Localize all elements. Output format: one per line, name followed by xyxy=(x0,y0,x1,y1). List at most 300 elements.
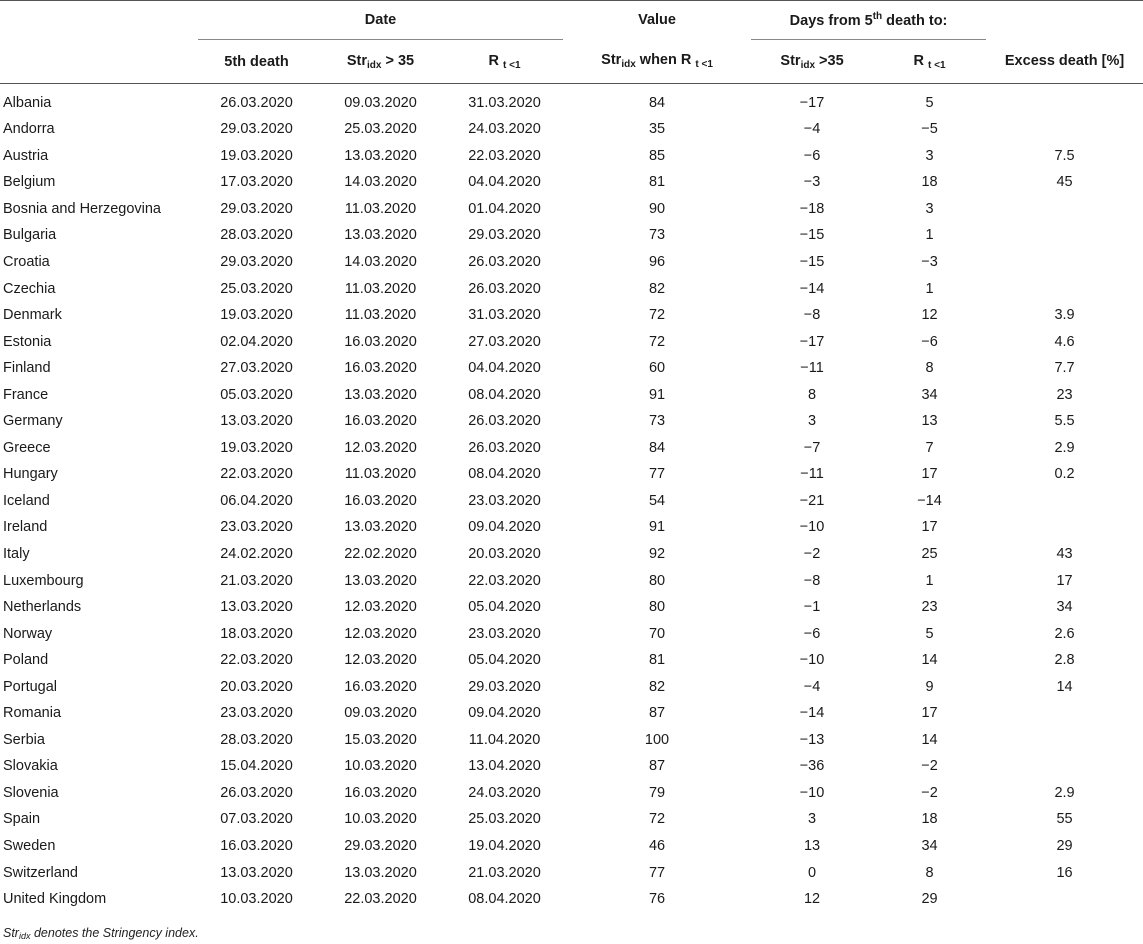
cell-5th-death: 29.03.2020 xyxy=(220,121,293,138)
cell-5th-death: 21.03.2020 xyxy=(220,572,293,589)
cell-days-str: −14 xyxy=(799,705,825,722)
header-rt-1 xyxy=(446,40,563,84)
header-rt-prefix: R xyxy=(488,52,499,69)
cell-str-35-date: 12.03.2020 xyxy=(344,652,417,669)
cell-str-35-date: 11.03.2020 xyxy=(344,280,417,297)
cell-days-rt: 29 xyxy=(921,891,938,908)
table-row xyxy=(0,328,1143,355)
table-row xyxy=(0,196,1143,223)
cell-excess-death: 4.6 xyxy=(1054,333,1075,350)
cell-str-value: 54 xyxy=(648,492,666,509)
cell-str-35-date: 13.03.2020 xyxy=(344,227,417,244)
cell-str-value: 87 xyxy=(648,758,666,775)
header-column-row xyxy=(0,40,1143,84)
cell-days-rt: 1 xyxy=(925,227,934,244)
cell-country: Bulgaria xyxy=(3,227,57,244)
cell-country: Netherlands xyxy=(3,599,82,616)
cell-5th-death: 19.03.2020 xyxy=(220,307,293,324)
cell-rt-1-date: 08.04.2020 xyxy=(468,891,541,908)
cell-days-str: −4 xyxy=(803,121,821,138)
cell-str-value: 77 xyxy=(648,466,666,483)
cell-str-35-date: 11.03.2020 xyxy=(344,307,417,324)
header-value-sub: idx xyxy=(621,59,636,71)
cell-rt-1-date: 22.03.2020 xyxy=(468,572,541,589)
cell-str-value: 82 xyxy=(648,280,666,297)
cell-days-rt: −5 xyxy=(921,121,938,138)
cell-str-value: 96 xyxy=(648,254,666,270)
cell-rt-1-date: 01.04.2020 xyxy=(468,200,541,217)
cell-rt-1-date: 31.03.2020 xyxy=(468,95,541,111)
cell-days-rt: 25 xyxy=(921,546,938,563)
header-str-35 xyxy=(315,40,446,84)
cell-rt-1-date: 05.04.2020 xyxy=(468,652,541,669)
table-row xyxy=(0,780,1143,807)
cell-days-rt: −2 xyxy=(921,758,938,775)
cell-str-35-date: 13.03.2020 xyxy=(344,147,417,164)
table-row xyxy=(0,249,1143,276)
header-value-prefix: Str xyxy=(601,52,622,69)
header-5th-death: 5th death xyxy=(224,53,289,70)
cell-str-value: 91 xyxy=(648,386,666,403)
cell-str-35-date: 14.03.2020 xyxy=(344,174,417,191)
header-rt-sub: t <1 xyxy=(503,59,521,71)
cell-str-35-date: 12.03.2020 xyxy=(344,599,417,616)
cell-days-rt: 17 xyxy=(921,705,938,722)
cell-5th-death: 23.03.2020 xyxy=(220,705,293,722)
header-str-sub: idx xyxy=(367,59,382,71)
cell-str-35-date: 13.03.2020 xyxy=(344,386,417,403)
cell-str-value: 35 xyxy=(648,121,666,138)
cell-str-value: 72 xyxy=(648,811,666,828)
header-empty-cell xyxy=(986,1,1143,40)
cell-str-value: 87 xyxy=(648,705,666,722)
cell-days-str: −8 xyxy=(803,307,821,324)
cell-5th-death: 13.03.2020 xyxy=(220,864,293,881)
cell-days-rt: 18 xyxy=(921,811,938,828)
cell-str-value: 60 xyxy=(648,360,666,377)
cell-days-rt: −2 xyxy=(921,784,938,801)
cell-str-value: 100 xyxy=(644,731,670,748)
cell-rt-1-date: 25.03.2020 xyxy=(468,811,541,828)
table-row xyxy=(0,620,1143,647)
header-group-value: Value xyxy=(638,12,676,29)
cell-country: Greece xyxy=(3,439,51,456)
cell-str-value: 81 xyxy=(648,652,666,669)
cell-rt-1-date: 26.03.2020 xyxy=(468,280,541,297)
cell-rt-1-date: 04.04.2020 xyxy=(468,360,541,377)
cell-days-str: −4 xyxy=(803,678,821,695)
cell-str-value: 85 xyxy=(648,147,666,164)
cell-days-str: −15 xyxy=(799,254,825,270)
cell-days-str: −13 xyxy=(799,731,825,748)
cell-str-35-date: 13.03.2020 xyxy=(344,864,417,881)
cell-5th-death: 25.03.2020 xyxy=(220,280,293,297)
cell-5th-death: 26.03.2020 xyxy=(220,784,293,801)
cell-str-35-date: 11.03.2020 xyxy=(344,200,417,217)
table-row xyxy=(0,700,1143,727)
cell-excess-death xyxy=(986,84,1143,117)
cell-5th-death: 15.04.2020 xyxy=(220,758,293,775)
cell-str-35-date: 13.03.2020 xyxy=(344,572,417,589)
header-days-str-sub: idx xyxy=(800,59,816,71)
cell-str-35-date: 15.03.2020 xyxy=(344,731,417,748)
cell-country: Slovenia xyxy=(3,784,59,801)
footnote-sub: idx xyxy=(18,931,31,941)
table-body xyxy=(0,84,1143,913)
cell-5th-death: 13.03.2020 xyxy=(220,413,293,430)
cell-country: Estonia xyxy=(3,333,52,350)
cell-rt-1-date: 24.03.2020 xyxy=(468,121,541,138)
cell-str-35-date: 10.03.2020 xyxy=(344,758,417,775)
cell-country: Slovakia xyxy=(3,758,58,775)
cell-excess-death: 34 xyxy=(1056,599,1073,616)
table-row xyxy=(0,169,1143,196)
cell-str-value: 84 xyxy=(648,439,666,456)
cell-days-str: −21 xyxy=(799,492,825,509)
cell-str-35-date: 09.03.2020 xyxy=(344,95,417,111)
cell-excess-death: 2.9 xyxy=(1054,784,1075,801)
cell-str-35-date: 25.03.2020 xyxy=(344,121,417,138)
cell-excess-death xyxy=(986,700,1143,727)
cell-rt-1-date: 09.04.2020 xyxy=(468,705,541,722)
cell-rt-1-date: 08.04.2020 xyxy=(468,386,541,403)
cell-5th-death: 02.04.2020 xyxy=(220,333,293,350)
cell-days-rt: 1 xyxy=(925,280,934,297)
header-country xyxy=(0,40,198,84)
cell-str-value: 73 xyxy=(648,227,666,244)
cell-excess-death xyxy=(986,886,1143,913)
cell-days-str: −36 xyxy=(799,758,825,775)
cell-str-35-date: 16.03.2020 xyxy=(344,784,417,801)
cell-rt-1-date: 08.04.2020 xyxy=(468,466,541,483)
cell-days-rt: 18 xyxy=(921,174,938,191)
cell-rt-1-date: 31.03.2020 xyxy=(468,307,541,324)
cell-str-value: 90 xyxy=(648,200,666,217)
cell-str-value: 73 xyxy=(648,413,666,430)
cell-str-value: 70 xyxy=(648,625,666,642)
header-group-row xyxy=(0,1,1143,40)
header-str-prefix: Str xyxy=(346,52,368,69)
cell-days-str: 13 xyxy=(803,838,821,855)
cell-days-str: −11 xyxy=(800,360,824,377)
cell-str-35-date: 16.03.2020 xyxy=(344,413,417,430)
cell-rt-1-date: 13.04.2020 xyxy=(468,758,541,775)
cell-days-str: −10 xyxy=(799,784,825,801)
cell-5th-death: 07.03.2020 xyxy=(220,811,293,828)
cell-str-value: 84 xyxy=(648,95,666,111)
table-row xyxy=(0,806,1143,833)
cell-str-35-date: 14.03.2020 xyxy=(344,254,417,270)
cell-str-value: 82 xyxy=(648,678,666,695)
table-row xyxy=(0,514,1143,541)
cell-rt-1-date: 11.04.2020 xyxy=(468,731,541,748)
table-row xyxy=(0,116,1143,143)
cell-days-str: 8 xyxy=(807,386,817,403)
cell-str-35-date: 16.03.2020 xyxy=(344,678,417,695)
table-row xyxy=(0,222,1143,249)
cell-excess-death xyxy=(986,116,1143,143)
cell-excess-death xyxy=(986,514,1143,541)
cell-rt-1-date: 05.04.2020 xyxy=(468,599,541,616)
cell-country: Denmark xyxy=(3,307,62,324)
cell-country: Switzerland xyxy=(3,864,78,881)
cell-excess-death: 2.6 xyxy=(1054,625,1075,642)
cell-days-str: −7 xyxy=(803,439,821,456)
header-empty-cell xyxy=(0,1,198,40)
cell-excess-death: 45 xyxy=(1056,174,1073,191)
cell-days-str: −10 xyxy=(799,652,825,669)
cell-days-rt: 34 xyxy=(921,386,938,403)
cell-days-rt: −6 xyxy=(921,333,938,350)
cell-5th-death: 28.03.2020 xyxy=(220,227,293,244)
cell-country: Hungary xyxy=(3,466,58,483)
header-days-sup: th xyxy=(872,11,883,22)
cell-rt-1-date: 27.03.2020 xyxy=(468,333,541,350)
cell-country: Czechia xyxy=(3,280,56,297)
cell-excess-death xyxy=(986,196,1143,223)
cell-country: Poland xyxy=(3,652,49,669)
cell-5th-death: 26.03.2020 xyxy=(220,95,293,111)
cell-country: Andorra xyxy=(3,121,55,138)
footnote xyxy=(3,926,199,941)
cell-days-str: −1 xyxy=(803,599,821,616)
cell-rt-1-date: 19.04.2020 xyxy=(468,838,541,855)
cell-country: United Kingdom xyxy=(3,891,107,908)
cell-5th-death: 22.03.2020 xyxy=(220,652,293,669)
cell-rt-1-date: 09.04.2020 xyxy=(468,519,541,536)
table-row xyxy=(0,541,1143,568)
cell-days-rt: 17 xyxy=(921,519,938,536)
table-row xyxy=(0,886,1143,913)
cell-days-rt: 8 xyxy=(925,864,934,881)
cell-days-str: 12 xyxy=(803,891,821,908)
cell-country: Ireland xyxy=(3,519,48,536)
table-row xyxy=(0,355,1143,382)
cell-str-value: 76 xyxy=(648,891,666,908)
table-header xyxy=(0,1,1143,84)
cell-days-rt: 12 xyxy=(921,307,938,324)
header-days-str-suffix: >35 xyxy=(815,52,844,69)
cell-excess-death xyxy=(986,488,1143,515)
cell-days-rt: 14 xyxy=(921,652,938,669)
cell-str-value: 77 xyxy=(648,864,666,881)
header-group-date: Date xyxy=(198,1,563,40)
table-row xyxy=(0,727,1143,754)
cell-str-value: 92 xyxy=(648,546,666,563)
cell-5th-death: 29.03.2020 xyxy=(220,254,293,270)
cell-5th-death: 18.03.2020 xyxy=(220,625,293,642)
header-excess: Excess death [%] xyxy=(1004,53,1125,70)
cell-days-str: −10 xyxy=(799,519,825,536)
header-group-days xyxy=(751,1,986,40)
cell-days-rt: 3 xyxy=(925,147,934,164)
cell-days-rt: 3 xyxy=(925,200,934,217)
cell-excess-death xyxy=(986,753,1143,780)
cell-country: Serbia xyxy=(3,731,45,748)
header-value-mid: when R xyxy=(635,52,692,69)
cell-days-rt: 13 xyxy=(921,413,938,430)
cell-days-str: 3 xyxy=(807,413,817,430)
cell-days-str: −14 xyxy=(799,280,825,297)
cell-days-str: −11 xyxy=(800,466,824,483)
cell-str-value: 80 xyxy=(648,599,666,616)
cell-5th-death: 22.03.2020 xyxy=(220,466,293,483)
cell-str-35-date: 12.03.2020 xyxy=(344,439,417,456)
cell-country: Austria xyxy=(3,147,49,164)
cell-days-str: −2 xyxy=(803,546,821,563)
cell-str-value: 81 xyxy=(648,174,666,191)
cell-str-value: 72 xyxy=(648,307,666,324)
table-row xyxy=(0,275,1143,302)
cell-rt-1-date: 26.03.2020 xyxy=(468,413,541,430)
table-row xyxy=(0,302,1143,329)
cell-days-rt: 17 xyxy=(921,466,938,483)
header-days-str xyxy=(751,40,873,84)
cell-days-rt: 8 xyxy=(925,360,934,377)
table-row xyxy=(0,753,1143,780)
cell-excess-death: 5.5 xyxy=(1054,413,1075,430)
cell-excess-death: 23 xyxy=(1056,386,1073,403)
header-days-rt-prefix: R xyxy=(913,52,924,69)
cell-country: Luxembourg xyxy=(3,572,84,589)
cell-country: Croatia xyxy=(3,254,50,270)
cell-5th-death: 20.03.2020 xyxy=(220,678,293,695)
cell-5th-death: 19.03.2020 xyxy=(220,439,293,456)
cell-str-value: 72 xyxy=(648,333,666,350)
cell-excess-death: 14 xyxy=(1056,678,1073,695)
cell-excess-death: 2.9 xyxy=(1054,439,1075,456)
cell-rt-1-date: 22.03.2020 xyxy=(468,147,541,164)
cell-excess-death: 17 xyxy=(1056,572,1073,589)
cell-str-35-date: 13.03.2020 xyxy=(344,519,417,536)
cell-5th-death: 13.03.2020 xyxy=(220,599,293,616)
table-row xyxy=(0,647,1143,674)
cell-country: Sweden xyxy=(3,838,56,855)
cell-5th-death: 10.03.2020 xyxy=(220,891,293,908)
table-row xyxy=(0,673,1143,700)
cell-str-35-date: 29.03.2020 xyxy=(344,838,417,855)
cell-rt-1-date: 20.03.2020 xyxy=(468,546,541,563)
cell-excess-death: 2.8 xyxy=(1054,652,1075,669)
table-row xyxy=(0,833,1143,860)
cell-5th-death: 17.03.2020 xyxy=(220,174,293,191)
header-value-sub2: t <1 xyxy=(695,59,713,71)
cell-str-value: 80 xyxy=(648,572,666,589)
cell-5th-death: 19.03.2020 xyxy=(220,147,293,164)
cell-days-str: −17 xyxy=(799,333,825,350)
header-str-suffix: > 35 xyxy=(381,52,415,69)
cell-country: France xyxy=(3,386,49,403)
cell-str-value: 46 xyxy=(648,838,666,855)
cell-rt-1-date: 26.03.2020 xyxy=(468,439,541,456)
header-days-prefix: Days from 5 xyxy=(789,13,873,29)
table-row xyxy=(0,859,1143,886)
cell-str-value: 79 xyxy=(648,784,666,801)
cell-str-35-date: 22.02.2020 xyxy=(344,546,417,563)
cell-rt-1-date: 26.03.2020 xyxy=(468,254,541,270)
cell-excess-death xyxy=(986,727,1143,754)
cell-days-str: −8 xyxy=(803,572,821,589)
table-row xyxy=(0,461,1143,488)
cell-rt-1-date: 24.03.2020 xyxy=(468,784,541,801)
cell-days-str: −6 xyxy=(803,147,821,164)
table-row xyxy=(0,435,1143,462)
cell-excess-death: 29 xyxy=(1056,838,1073,855)
cell-excess-death xyxy=(986,222,1143,249)
cell-excess-death xyxy=(986,275,1143,302)
cell-days-str: 3 xyxy=(807,811,817,828)
cell-days-rt: 1 xyxy=(925,572,934,589)
cell-country: Italy xyxy=(3,546,30,563)
table-row xyxy=(0,381,1143,408)
cell-days-str: −18 xyxy=(799,200,825,217)
cell-days-str: −17 xyxy=(799,95,825,111)
header-value xyxy=(563,40,751,84)
cell-str-35-date: 11.03.2020 xyxy=(344,466,417,483)
cell-days-rt: 23 xyxy=(921,599,938,616)
cell-rt-1-date: 29.03.2020 xyxy=(468,227,541,244)
cell-5th-death: 16.03.2020 xyxy=(220,838,293,855)
cell-str-35-date: 16.03.2020 xyxy=(344,333,417,350)
footnote-str: Str xyxy=(3,926,19,940)
cell-country: Bosnia and Herzegovina xyxy=(3,200,161,217)
cell-5th-death: 23.03.2020 xyxy=(220,519,293,536)
cell-country: Romania xyxy=(3,705,62,722)
footnote-text: denotes the Stringency index. xyxy=(30,926,199,940)
cell-days-str: −3 xyxy=(803,174,821,191)
table-row xyxy=(0,567,1143,594)
cell-days-rt: −3 xyxy=(921,254,938,270)
cell-str-35-date: 16.03.2020 xyxy=(344,492,417,509)
cell-str-35-date: 09.03.2020 xyxy=(344,705,417,722)
cell-rt-1-date: 21.03.2020 xyxy=(468,864,541,881)
cell-days-str: −6 xyxy=(803,625,821,642)
cell-5th-death: 06.04.2020 xyxy=(220,492,293,509)
cell-str-35-date: 10.03.2020 xyxy=(344,811,417,828)
cell-days-rt: 5 xyxy=(925,625,934,642)
header-days-str-prefix: Str xyxy=(780,52,801,69)
table-row xyxy=(0,143,1143,170)
cell-rt-1-date: 23.03.2020 xyxy=(468,625,541,642)
header-days-rt-sub: t <1 xyxy=(928,59,946,71)
cell-excess-death: 7.5 xyxy=(1054,147,1075,164)
cell-5th-death: 29.03.2020 xyxy=(220,200,293,217)
cell-country: Belgium xyxy=(3,174,56,191)
header-days-rt xyxy=(873,40,986,84)
cell-rt-1-date: 23.03.2020 xyxy=(468,492,541,509)
cell-country: Germany xyxy=(3,413,63,430)
cell-excess-death: 16 xyxy=(1056,864,1073,881)
cell-country: Finland xyxy=(3,360,51,377)
cell-5th-death: 05.03.2020 xyxy=(220,386,293,403)
cell-country: Albania xyxy=(3,95,52,111)
table-row xyxy=(0,594,1143,621)
cell-days-rt: 34 xyxy=(921,838,938,855)
cell-excess-death: 55 xyxy=(1056,811,1073,828)
cell-5th-death: 28.03.2020 xyxy=(220,731,293,748)
table-row xyxy=(0,84,1143,117)
cell-str-value: 91 xyxy=(648,519,666,536)
cell-str-35-date: 12.03.2020 xyxy=(344,625,417,642)
cell-days-rt: 9 xyxy=(925,678,934,695)
cell-rt-1-date: 04.04.2020 xyxy=(468,174,541,191)
cell-days-rt: 14 xyxy=(921,731,938,748)
cell-rt-1-date: 29.03.2020 xyxy=(468,678,541,695)
cell-excess-death: 43 xyxy=(1056,546,1073,563)
cell-5th-death: 27.03.2020 xyxy=(220,360,293,377)
cell-excess-death xyxy=(986,249,1143,276)
cell-days-str: 0 xyxy=(807,864,817,881)
